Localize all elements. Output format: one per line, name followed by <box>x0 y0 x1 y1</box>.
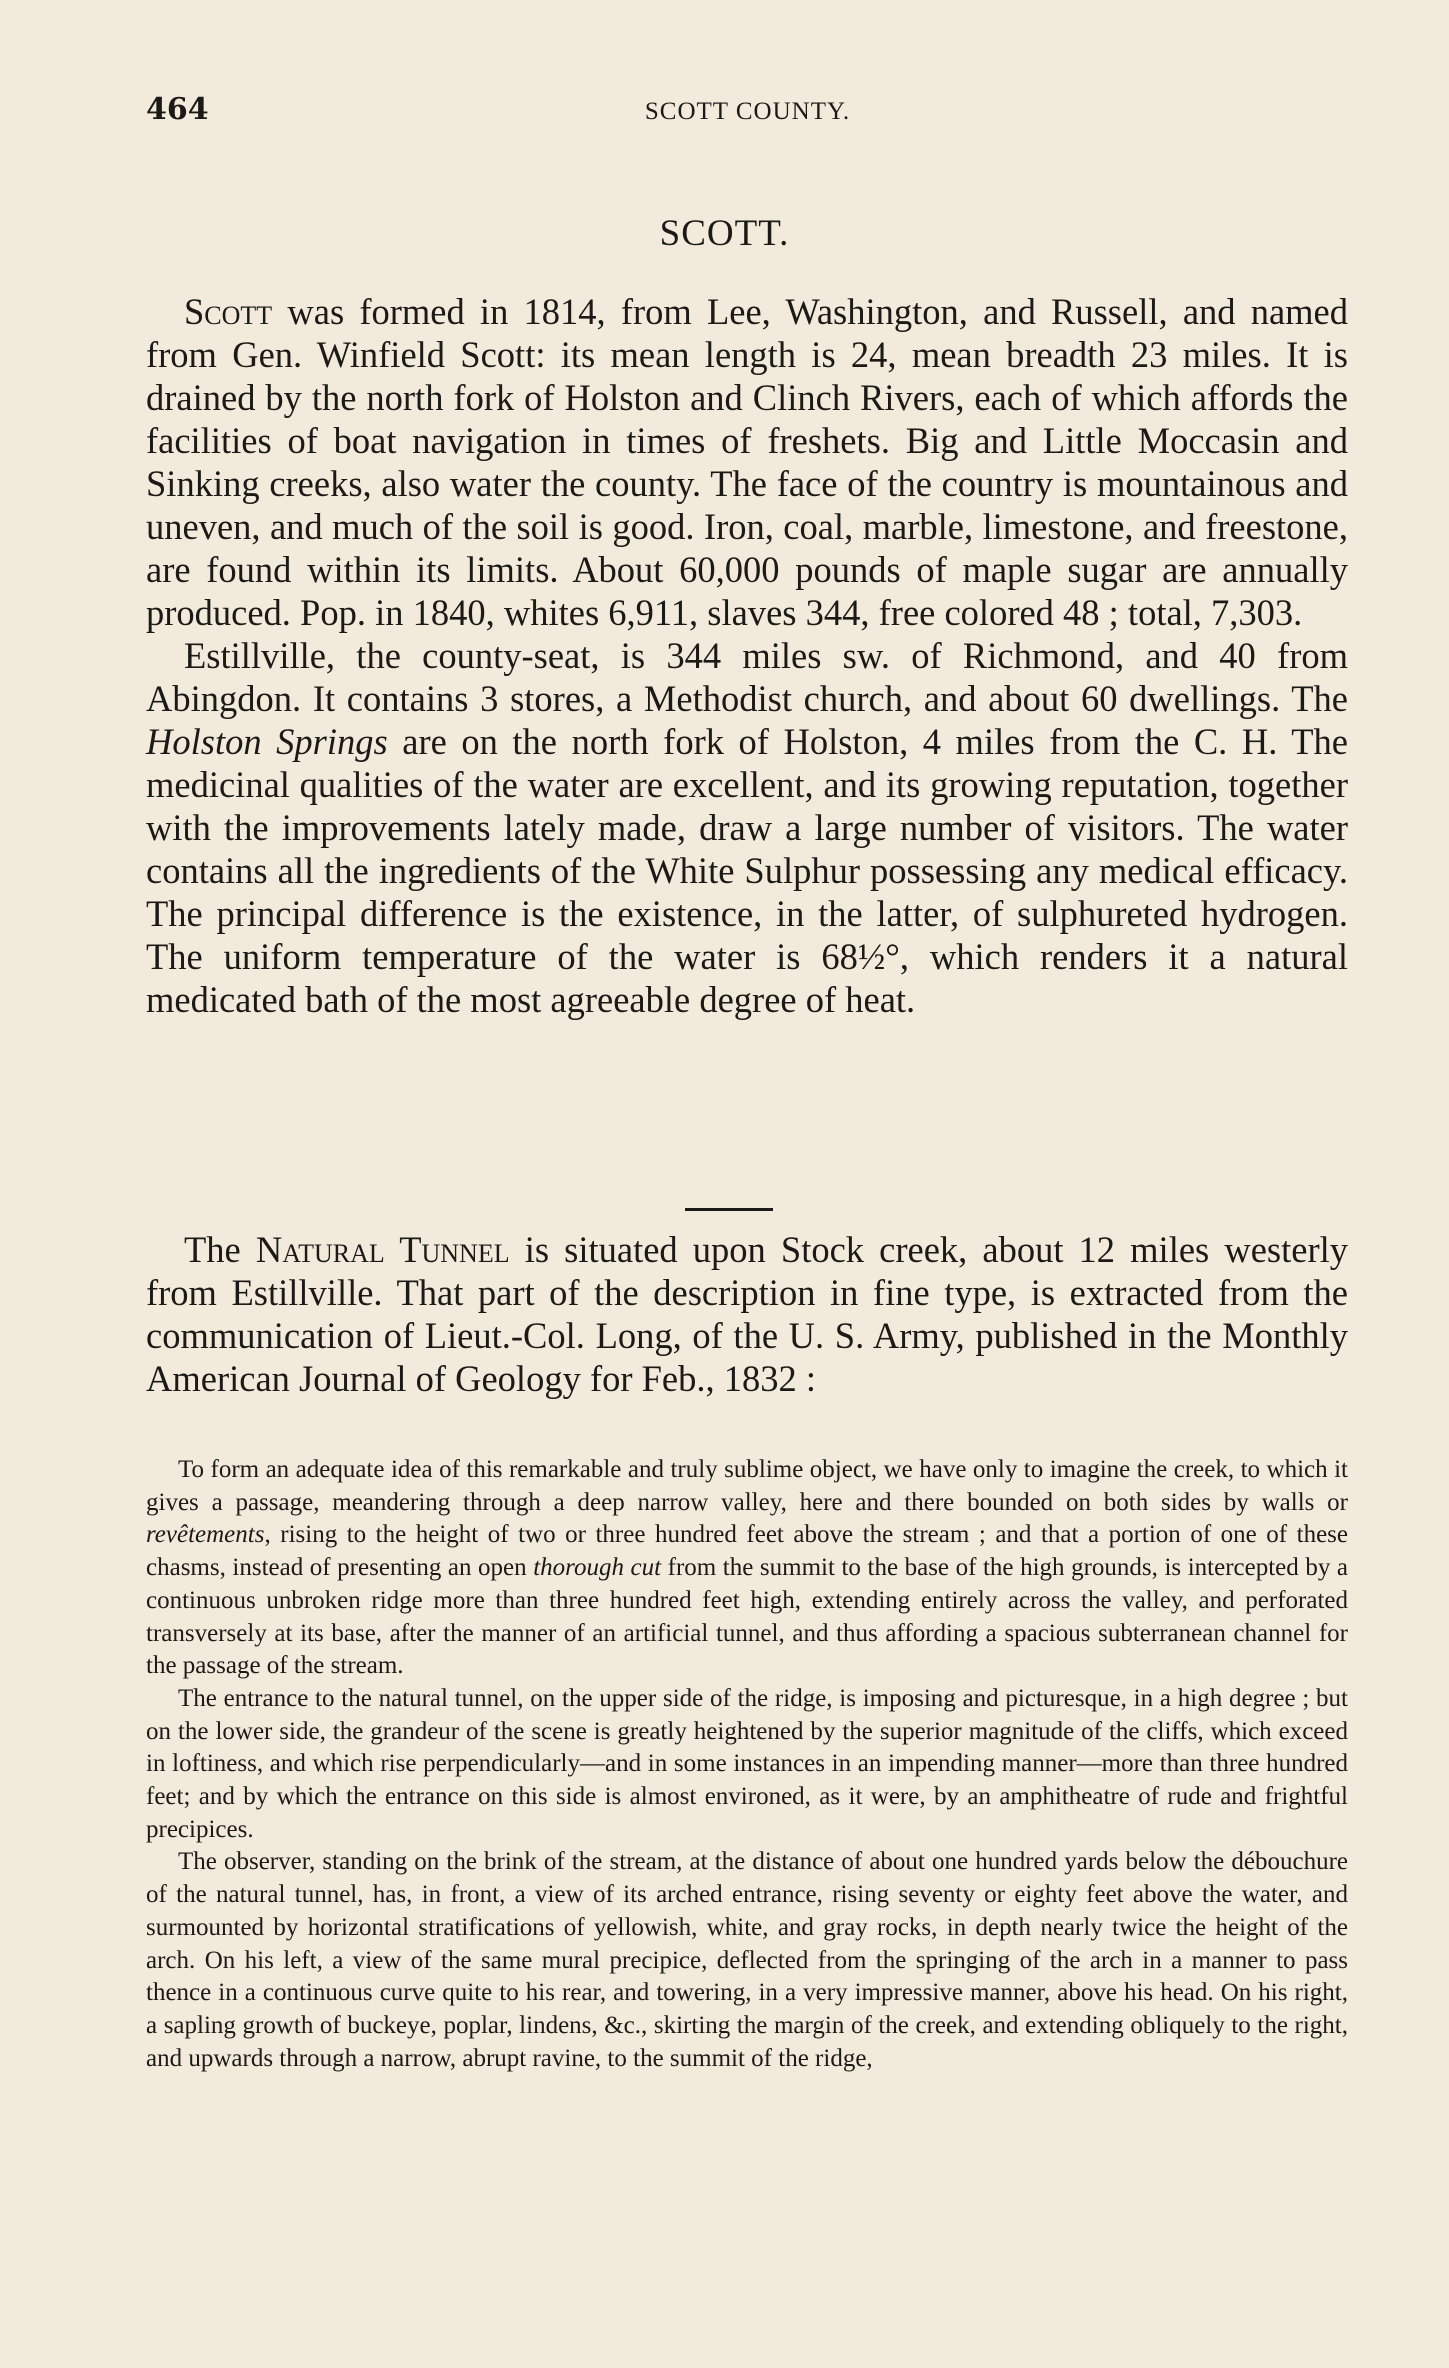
holston-springs: Holston Springs <box>146 721 388 762</box>
paragraph-formation: Scott was formed in 1814, from Lee, Washington, and Russell, and named from Gen. Winfield Scott: its mean length is 24, mean breadth 23 miles. It is drained by the north fork of Holston and Clinch Rivers, each of which affords the facilities of boat navigation in times of freshets. Big and Little Moccasin and Sinking creeks, also water the county. The face of the country is mountainous and uneven, and much of the soil is good. Iron, coal, marble, limestone, and freestone, are found within its limits. About 60,000 pounds of maple sugar are annually produced. Pop. in 1840, whites 6,911, slaves 344, free colored 48 ; total, 7,303. <box>146 291 1348 633</box>
paragraph-estillville: Estillville, the county-seat, is 344 miles sw. of Richmond, and 40 from Abingdon. It contains 3 stores, a Methodist church, and about 60 dwellings. The Holston Springs are on the north fork of Holston, 4 miles from the C. H. The medicinal qualities of the water are excellent, and its growing reputation, together with the improvements lately made, draw a large number of visitors. The water contains all the ingredients of the White Sulphur possessing any medical efficacy. The principal difference is the existence, in the latter, of sulphureted hydrogen. The uniform temperature of the water is 68½°, which renders it a natural medicated bath of the most agreeable degree of heat. <box>146 635 1348 1020</box>
running-title: SCOTT COUNTY. <box>644 98 851 125</box>
section-divider <box>685 1208 773 1211</box>
page-number: 464 <box>146 92 209 127</box>
extract-fine-type <box>146 1454 1348 2075</box>
paragraph-tunnel-intro: The Natural Tunnel is situated upon Stock creek, about 12 miles westerly from Estillville. That part of the description in fine type, is extracted from the communication of Lieut.-Col. Long, of the U. S. Army, published in the Monthly American Journal of Geology for Feb., 1832 : <box>146 1229 1348 1399</box>
extract-paragraph-1: To form an adequate idea of this remarkable and truly sublime object, we have only to imagine the creek, to which it gives a passage, meandering through a deep narrow valley, here and there bounded on both sides by walls or revêtements, rising to the height of two or three hundred feet above the stream ; and that a portion of one of these chasms, instead of presenting an open thorough cut from the summit to the base of the high grounds, is intercepted by a continuous unbroken ridge more than three hundred feet high, extending entirely across the valley, and perforated transversely at its base, after the manner of an artificial tunnel, and thus affording a spacious subterranean channel for the passage of the stream. <box>146 1456 1348 1680</box>
natural-tunnel-name: Natural Tunnel <box>255 1229 510 1270</box>
county-description <box>146 290 1348 1021</box>
extract-paragraph-3: The observer, standing on the brink of the stream, at the distance of about one hundred yards below the débouchure of the natural tunnel, has, in front, a view of its arched entrance, rising seventy or eighty feet above the water, and surmounted by horizontal stratifications of yellowish, white, and gray rocks, in depth nearly twice the height of the arch. On his left, a view of the same mural precipice, deflected from the springing of the arch in a manner to pass thence in a continuous curve quite to his rear, and towering, in a very impressive manner, above his head. On his right, a sapling growth of buckeye, poplar, lindens, &c., skirting the margin of the creek, and extending obliquely to the right, and upwards through a narrow, abrupt ravine, to the summit of the ridge, <box>146 1848 1348 2072</box>
running-head <box>146 92 1349 132</box>
article-title: SCOTT. <box>659 213 790 254</box>
county-name: Scott <box>184 291 273 332</box>
natural-tunnel-intro <box>146 1228 1348 1400</box>
extract-paragraph-2: The entrance to the natural tunnel, on the upper side of the ridge, is imposing and picturesque, in a high degree ; but on the lower side, the grandeur of the scene is greatly heightened by the superior magnitude of the cliffs, which exceed in loftiness, and which rise perpendicularly—and in some instances in an impending manner—more than three hundred feet; and by which the entrance on this side is almost environed, as it were, by an amphitheatre of rude and frightful precipices. <box>146 1684 1348 1843</box>
